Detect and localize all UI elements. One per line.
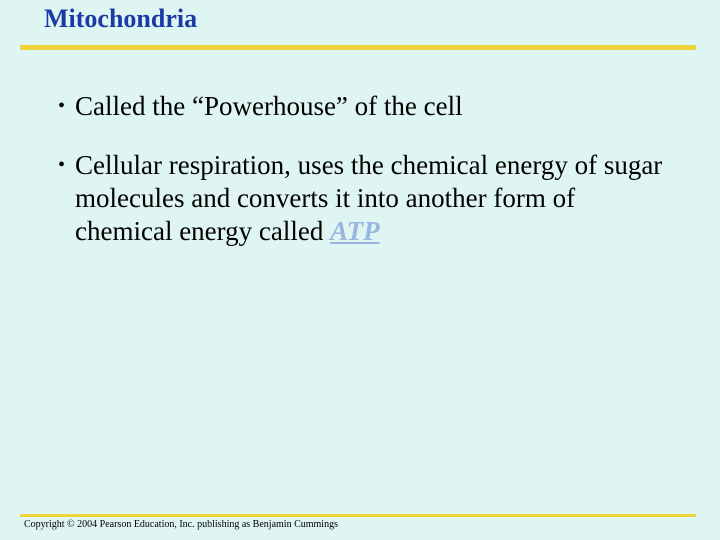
copyright-text: Copyright © 2004 Pearson Education, Inc. publishing as Benjamin Cummings <box>24 519 338 530</box>
bullet-item <box>58 149 678 248</box>
footer-divider <box>20 514 696 517</box>
bullet-list <box>58 90 678 274</box>
bullet-icon: • <box>58 154 66 176</box>
slide-title: Mitochondria <box>44 4 198 33</box>
bullet-text: Cellular respiration, uses the chemical energy of sugar molecules and converts it into another form of chemical energy called <box>75 150 663 246</box>
atp-link[interactable]: ATP <box>330 216 380 246</box>
bullet-icon: • <box>58 95 66 117</box>
bullet-text: Called the “Powerhouse” of the cell <box>75 91 463 121</box>
bullet-item <box>58 90 678 123</box>
title-divider <box>20 45 696 50</box>
